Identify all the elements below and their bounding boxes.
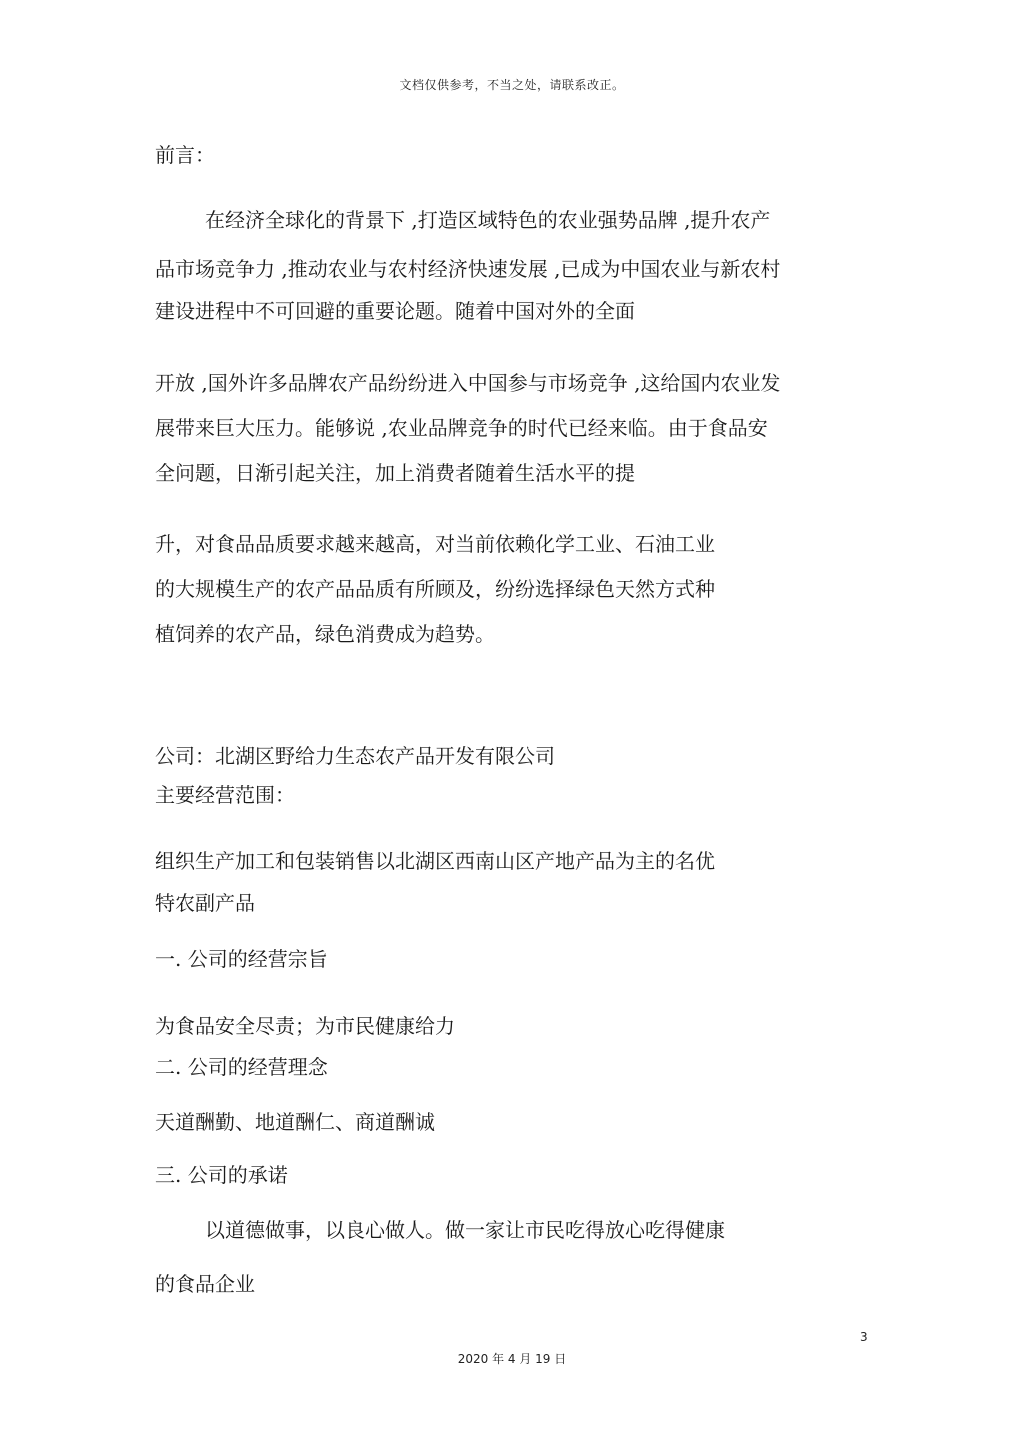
section-body: 天道酬勤、地道酬仁、商道酬诚 [155, 1110, 435, 1134]
preface-line: 植饲养的农产品，绿色消费成为趋势。 [155, 622, 495, 646]
preface-line: 展带来巨大压力。能够说 ,农业品牌竞争的时代已经来临。由于食品安 [155, 416, 768, 440]
section-title: 二. 公司的经营理念 [155, 1055, 328, 1079]
section-body: 为食品安全尽责；为市民健康给力 [155, 1014, 455, 1038]
company-name: 公司：北湖区野给力生态农产品开发有限公司 [155, 744, 555, 768]
page-number: 3 [860, 1330, 868, 1344]
section-body: 的食品企业 [155, 1272, 255, 1296]
section-title: 一. 公司的经营宗旨 [155, 947, 328, 971]
preface-line: 品市场竞争力 ,推动农业与农村经济快速发展 ,已成为中国农业与新农村 [155, 257, 781, 281]
scope-line: 组织生产加工和包装销售以北湖区西南山区产地产品为主的名优 [155, 849, 715, 873]
preface-line: 升，对食品品质要求越来越高，对当前依赖化学工业、石油工业 [155, 532, 715, 556]
preface-line: 建设进程中不可回避的重要论题。随着中国对外的全面 [155, 299, 635, 323]
scope-label: 主要经营范围： [155, 783, 295, 807]
section-title: 三. 公司的承诺 [155, 1163, 288, 1187]
preface-line: 在经济全球化的背景下 ,打造区域特色的农业强势品牌 ,提升农产 [205, 208, 771, 232]
preface-line: 开放 ,国外许多品牌农产品纷纷进入中国参与市场竞争 ,这给国内农业发 [155, 371, 781, 395]
section-body: 以道德做事，以良心做人。做一家让市民吃得放心吃得健康 [205, 1218, 725, 1242]
footer-date: 2020 年 4 月 19 日 [457, 1352, 567, 1366]
header-note: 文档仅供参考，不当之处，请联系改正。 [399, 78, 625, 92]
preface-line: 的大规模生产的农产品品质有所顾及，纷纷选择绿色天然方式种 [155, 577, 715, 601]
preface-title: 前言： [155, 143, 215, 167]
scope-line: 特农副产品 [155, 891, 255, 915]
preface-line: 全问题，日渐引起关注，加上消费者随着生活水平的提 [155, 461, 635, 485]
